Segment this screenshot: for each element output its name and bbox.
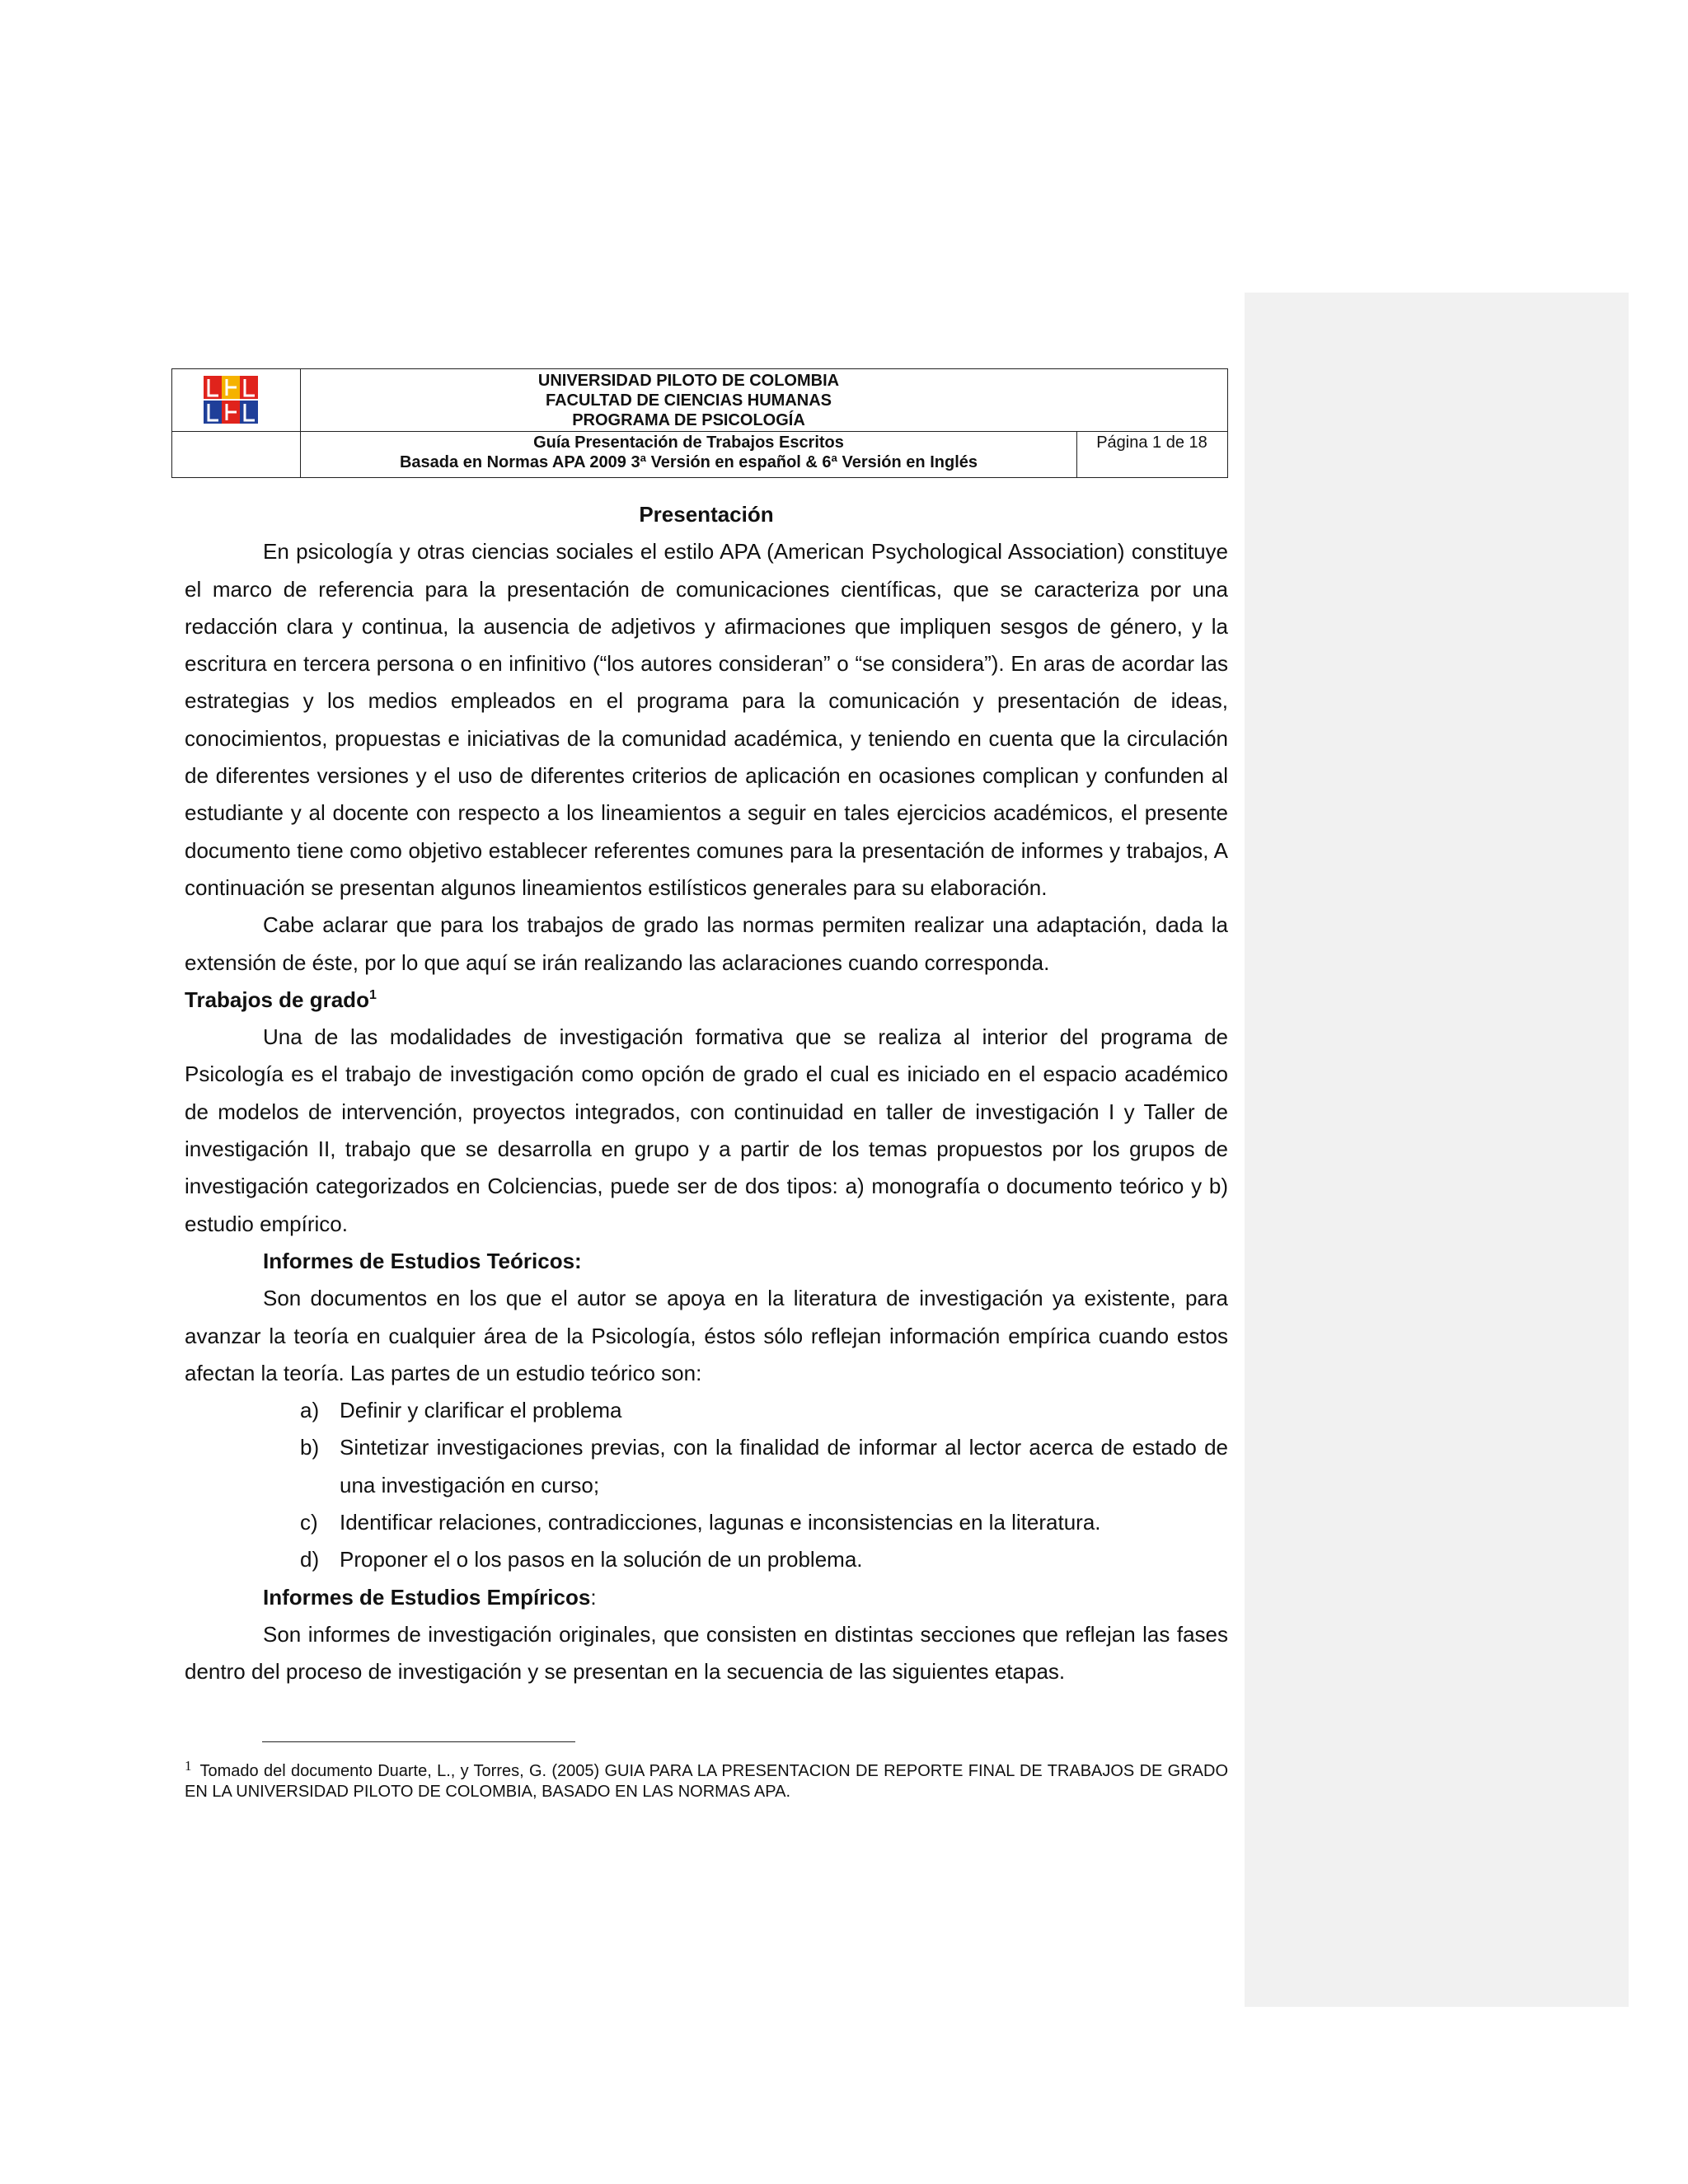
comment-pane [1245, 293, 1629, 2007]
list-marker: d) [300, 1547, 320, 1572]
institution-block [301, 371, 1076, 430]
list-item [300, 1392, 1228, 1429]
paragraph: Son informes de investigación originales, que consisten en distintas secciones que reflejan las fases dentro del proceso de investigación y se presentan en la secuencia de las siguientes etapas. [185, 1621, 1228, 1685]
list-marker: c) [300, 1510, 318, 1535]
institution-line: PROGRAMA DE PSICOLOGÍA [572, 411, 805, 429]
heading-text: Informes de Estudios Empíricos [263, 1584, 591, 1610]
document-body [185, 496, 1228, 1691]
doc-subtitle: Basada en Normas APA 2009 3ª Versión en español & 6ª Versión en Inglés [399, 453, 978, 471]
parts-list [185, 1392, 1228, 1578]
paragraph: Una de las modalidades de investigación formativa que se realiza al interior del programa de Psicología es el trabajo de investigación como opción de grado el cual es iniciado en el espacio académico de modelos de intervención, proyectos integrados, con continuidad en taller de investigación I y Taller de investigación II, trabajo que se desarrolla en grupo y a partir de los temas propuestos por los grupos de investigación categorizados en Colciencias, puede ser de dos tipos: a) monografía o documento teórico y b) estudio empírico. [185, 1024, 1228, 1236]
list-item [300, 1541, 1228, 1578]
header-table [171, 368, 1228, 478]
footnote-marker: 1 [185, 1758, 192, 1774]
list-item-text: Proponer el o los pasos en la solución de un problema. [340, 1547, 863, 1572]
header-row-divider [301, 431, 1227, 432]
paragraph: Son documentos en los que el autor se apoya en la literatura de investigación ya existente, para avanzar la teoría en cualquier área de la Psicología, éstos sólo reflejan información empírica cuando estos afectan la teoría. Las partes de un estudio teórico son: [185, 1286, 1228, 1385]
doc-title: Guía Presentación de Trabajos Escritos [533, 434, 844, 452]
subsection-heading [185, 1579, 1228, 1616]
subsection-heading [185, 982, 1228, 1019]
logo-cell-divider [172, 431, 301, 432]
footnote-reference: 1 [368, 987, 377, 1002]
page-number: Página 1 de 18 [1096, 434, 1207, 452]
list-marker: b) [300, 1435, 320, 1460]
list-item [300, 1504, 1228, 1541]
doc-title-cell [301, 433, 1076, 472]
footnote-text: Tomado del documento Duarte, L., y Torres, G. (2005) GUIA PARA LA PRESENTACION DE REPORTE FINAL DE TRABAJOS DE GRADO EN LA UNIVERSIDAD PILOTO DE COLOMBIA, BASADO EN LAS NORMAS APA. [185, 1762, 1228, 1801]
list-item-text: Sintetizar investigaciones previas, con la finalidad de informar al lector acerca de estado de una investigación en curso; [340, 1435, 1228, 1497]
paragraph: En psicología y otras ciencias sociales el estilo APA (American Psychological Association) constituye el marco de referencia para la presentación de comunicaciones científicas, que se caracteriza por una redacción clara y continua, la ausencia de adjetivos y afirmaciones que impliquen sesgos de género, y la escritura en tercera persona o en infinitivo (“los autores consideran” o “se considera”). En aras de acordar las estrategias y los medios empleados en el programa para la comunicación y presentación de ideas, conocimientos, propuestas e iniciativas de la comunidad académica, y teniendo en cuenta que la circulación de diferentes versiones y el uso de diferentes criterios de aplicación en ocasiones complican y confunden al estudiante y al docente con respecto a los lineamientos a seguir en tales ejercicios académicos, el presente documento tiene como objetivo establecer referentes comunes para la presentación de informes y trabajos, A continuación se presentan algunos lineamientos estilísticos generales para su elaboración. [185, 539, 1228, 900]
university-logo [204, 376, 258, 424]
institution-line: FACULTAD DE CIENCIAS HUMANAS [545, 391, 832, 410]
heading-colon: : [590, 1584, 597, 1610]
list-item-text: Identificar relaciones, contradicciones, lagunas e inconsistencias en la literatura. [340, 1510, 1101, 1535]
footnote-separator [262, 1741, 575, 1742]
institution-line: UNIVERSIDAD PILOTO DE COLOMBIA [537, 372, 840, 390]
section-title: Presentación [639, 502, 774, 527]
list-marker: a) [300, 1398, 320, 1423]
subsection-heading: Informes de Estudios Teóricos: [263, 1248, 582, 1273]
heading-text: Trabajos de grado [185, 987, 369, 1012]
paragraph: Cabe aclarar que para los trabajos de grado las normas permiten realizar una adaptación, dada la extensión de éste, por lo que aquí se irán realizando las aclaraciones cuando corresponda. [185, 912, 1228, 975]
list-item [300, 1429, 1228, 1504]
logo-cell [172, 369, 301, 477]
list-item-text: Definir y clarificar el problema [340, 1398, 622, 1423]
footnote [185, 1755, 1228, 1802]
